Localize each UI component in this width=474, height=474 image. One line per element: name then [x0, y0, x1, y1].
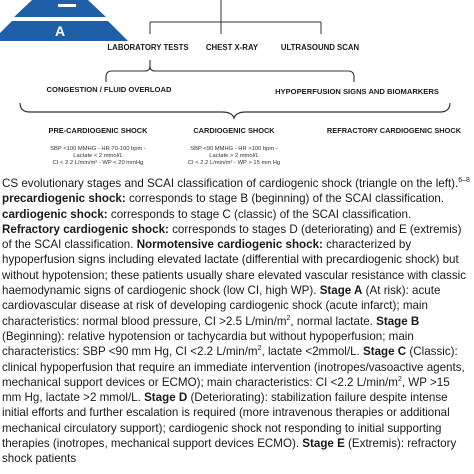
finding-connectors [106, 60, 354, 82]
stage-pre-line-3: CI < 2.2 L/min/m² - WP < 20 mmHg [52, 160, 144, 166]
desc-precardiogenic: corresponds to stage B (beginning) of the SCAI classification. [125, 192, 445, 206]
stage-title-pre: PRE-CARDIOGENIC SHOCK [48, 126, 148, 135]
triangle-level-bar [58, 4, 76, 7]
desc-stage-b-end: , lactate <2mmol/L. [261, 345, 363, 359]
caption-ref: 6–8 [458, 177, 470, 185]
desc-stage-c: (Classic): clinical hypoperfusion that require an immediate intervention (inotropes/vasoactive agents, mechanical support devices or ECMO); main characteristics: CI <2.2 L/min/m [2, 345, 465, 389]
stage-pre-line-1: SBP <100 MMHG - HR 70-100 bpm - [50, 146, 146, 152]
test-label-ultrasound: ULTRASOUND SCAN [280, 43, 360, 52]
term-precardiogenic: precardiogenic shock: [2, 192, 126, 206]
desc-stage-a-end: , normal lactate. [290, 314, 377, 328]
term-stage-e: Stage E [302, 437, 345, 451]
stage-cs-line-3: CI < 2.2 L/min/m² - WP > 15 mm Hg [187, 160, 281, 166]
desc-normotensive: characterized by hypoperfusion signs including elevated lactate (differential with precardiogenic shock) but without hypotension; these patients usually share elevated vascular resistance with classic haemodynamic signs of cardiogenic shock (low CI, high WP). [2, 238, 466, 298]
stage-pre-line-2: Lactate < 2 mmol/L [73, 153, 123, 159]
desc-stage-c-end: , WP >15 mm Hg, lactate >2 mmol/L. [2, 375, 450, 405]
cardiogenic-shock-diagram [0, 0, 474, 172]
grouping-brace [20, 103, 450, 118]
superscript: 2 [286, 314, 291, 322]
desc-refractory: corresponds to stages D (deteriorating) and E (extremis) of the SCAI classification. [2, 222, 462, 252]
finding-congestion: CONGESTION / FLUID OVERLOAD [46, 85, 172, 94]
desc-cardiogenic: corresponds to stage C (classic) of the SCAI classification. [107, 207, 412, 221]
stage-cs-line-1: SBP <90 MMHG - HR >100 bpm - [190, 146, 278, 152]
term-stage-d: Stage D [144, 391, 188, 405]
superscript: 2 [257, 345, 262, 353]
desc-stage-b: (Beginning): relative hypotension or tachycardia but without hypoperfusion; main characteristics: SBP <90 mm Hg, CI <2.2 L/min/m [2, 329, 414, 359]
figure-caption [2, 176, 472, 467]
stage-title-cs: CARDIOGENIC SHOCK [193, 126, 275, 135]
test-label-xray: CHEST X-RAY [205, 43, 259, 52]
superscript: 2 [397, 376, 402, 383]
stage-title-refractory: REFRACTORY CARDIOGENIC SHOCK [326, 126, 462, 135]
term-stage-c: Stage C [363, 345, 407, 359]
stage-cs-line-2: Lactate > 2 mmol/L [209, 153, 259, 159]
test-connectors [150, 0, 321, 34]
term-refractory: Refractory cardiogenic shock: [2, 222, 169, 236]
desc-stage-a: (At risk): acute cardiovascular disease at risk of developing cardiogenic shock (acute infarct); main characteristics: normal blood pressure, CI >2.5 L/min/m [2, 284, 441, 328]
desc-stage-e: (Extremis): refractory shock patients [2, 437, 457, 466]
term-stage-b: Stage B [376, 314, 420, 328]
finding-hypoperfusion: HYPOPERFUSION SIGNS AND BIOMARKERS [275, 87, 439, 96]
term-stage-a: Stage A [319, 284, 363, 298]
caption-intro: CS evolutionary stages and SCAI classification of cardiogenic shock (triangle on the left). [2, 177, 459, 190]
test-label-lab: LABORATORY TESTS [107, 43, 189, 52]
desc-stage-d: (Deteriorating): stabilization failure despite intense initial efforts and further escalation is required (more intravenous therapies or additional mechanical circulatory support); cardiogenic shock not responding to initial supporting therapies (inotropes, mechanical support devices ECMO). [2, 391, 450, 451]
triangle-label: A [54, 23, 66, 39]
scai-triangle [0, 0, 128, 41]
term-normotensive: Normotensive cardiogenic shock: [136, 238, 323, 252]
term-cardiogenic: cardiogenic shock: [2, 207, 108, 221]
